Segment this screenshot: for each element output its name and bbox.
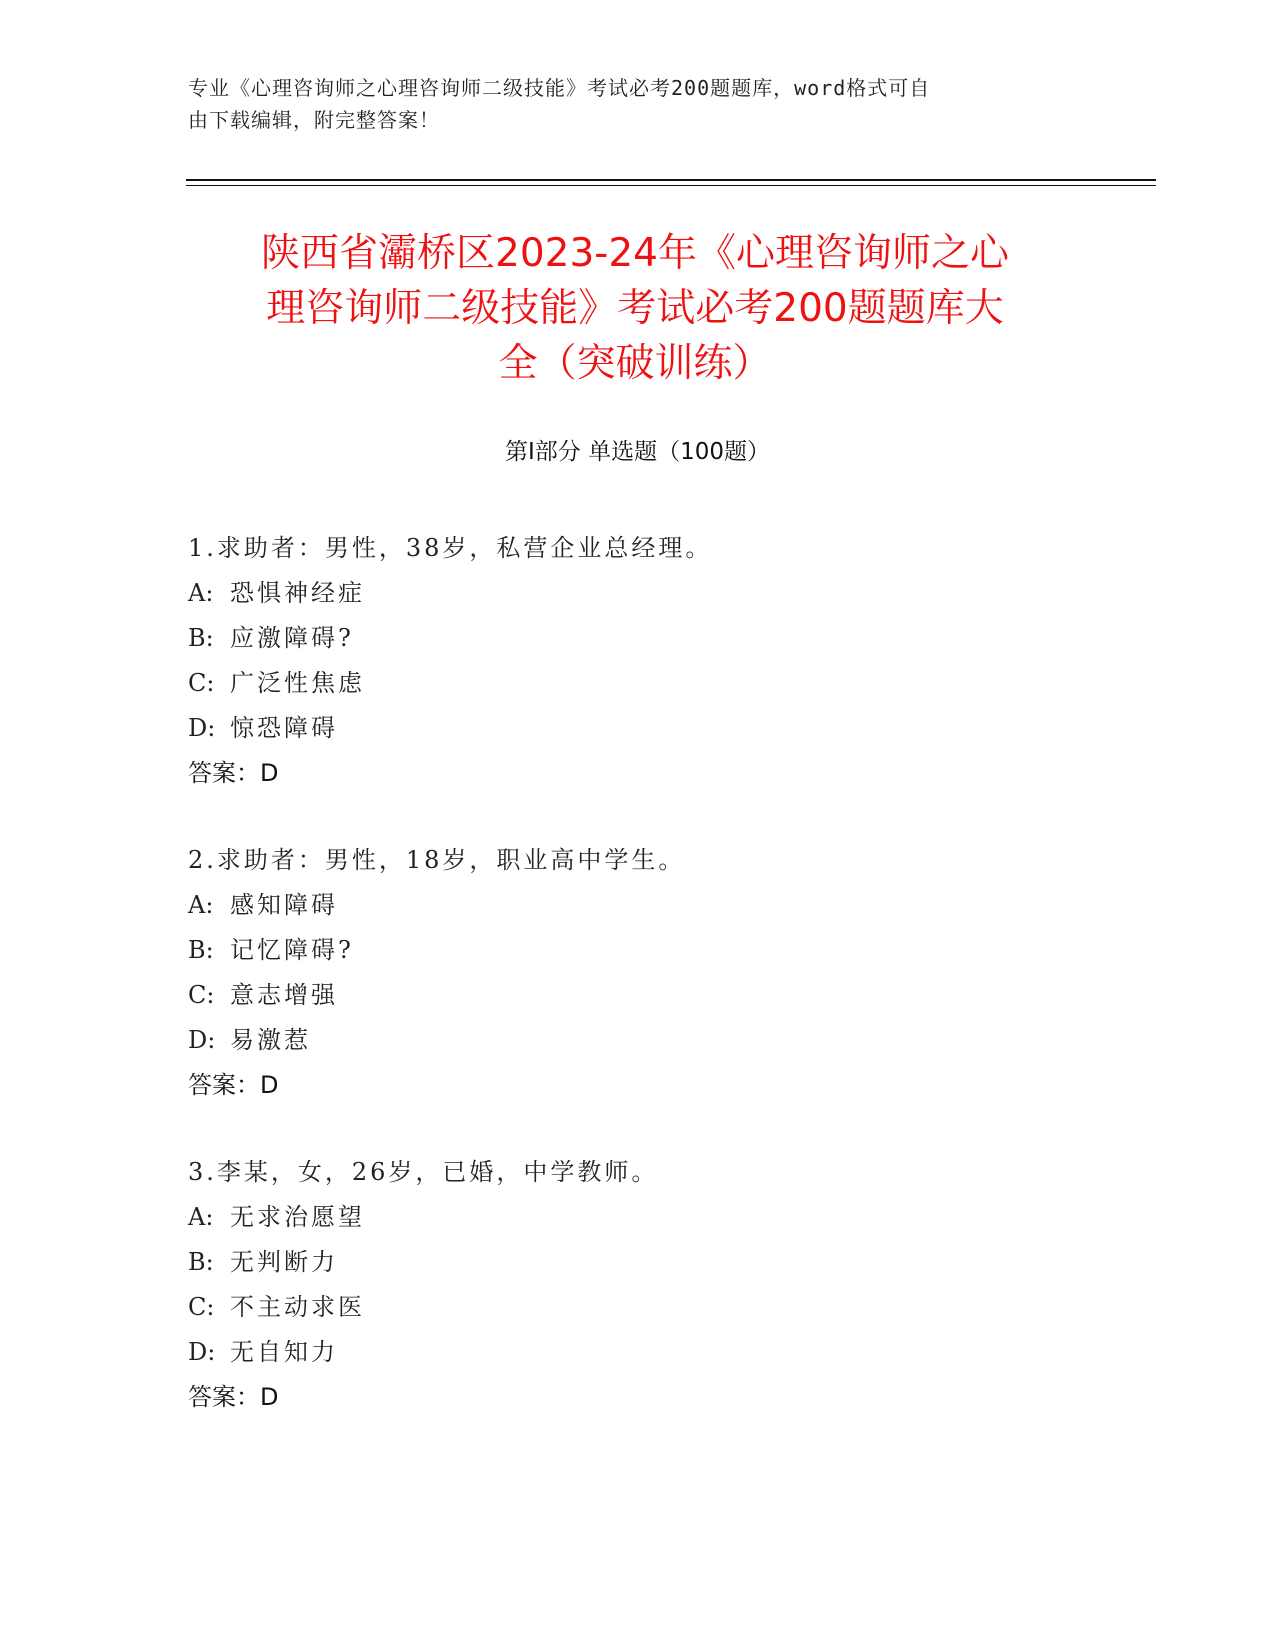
option-d xyxy=(188,1330,1088,1375)
header-note xyxy=(188,72,1088,136)
option-text: 记忆障碍? xyxy=(230,936,354,964)
question-item xyxy=(188,838,1088,1108)
answer-line: 答案：D xyxy=(188,1071,279,1099)
header-note-line: 专业《心理咨询师之心理咨询师二级技能》考试必考200题题库，word格式可自 xyxy=(188,76,931,100)
option-label: D: xyxy=(188,1026,216,1054)
title-line: 全（突破训练） xyxy=(498,341,772,386)
section-heading: 第Ⅰ部分 单选题（100题） xyxy=(505,439,770,465)
question-stem: 3.李某，女，26岁，已婚，中学教师。 xyxy=(188,1158,659,1186)
option-label: C: xyxy=(188,669,215,697)
title-line: 理咨询师二级技能》考试必考200题题库大 xyxy=(266,286,1004,331)
option-text: 意志增强 xyxy=(230,981,338,1009)
option-label: B: xyxy=(188,936,214,964)
option-label: A: xyxy=(188,579,214,607)
option-c xyxy=(188,973,1088,1018)
question-stem: 1.求助者：男性，38岁，私营企业总经理。 xyxy=(188,534,713,562)
option-label: C: xyxy=(188,981,215,1009)
option-text: 无求治愿望 xyxy=(230,1203,365,1231)
question-list xyxy=(188,526,1088,1462)
option-label: B: xyxy=(188,624,214,652)
option-label: A: xyxy=(188,1203,214,1231)
title-line: 陕西省灞桥区2023-24年《心理咨询师之心 xyxy=(261,231,1009,276)
option-text: 惊恐障碍 xyxy=(230,714,338,742)
option-text: 恐惧神经症 xyxy=(230,579,365,607)
option-text: 感知障碍 xyxy=(230,891,338,919)
option-label: A: xyxy=(188,891,214,919)
divider-thin xyxy=(186,185,1156,186)
option-text: 不主动求医 xyxy=(230,1293,365,1321)
option-d xyxy=(188,706,1088,751)
option-d xyxy=(188,1018,1088,1063)
option-c xyxy=(188,661,1088,706)
answer-line: 答案：D xyxy=(188,759,279,787)
option-c xyxy=(188,1285,1088,1330)
question-stem: 2.求助者：男性，18岁，职业高中学生。 xyxy=(188,846,686,874)
option-a xyxy=(188,1195,1088,1240)
option-label: D: xyxy=(188,714,216,742)
option-text: 无判断力 xyxy=(230,1248,338,1276)
option-text: 易激惹 xyxy=(230,1026,311,1054)
document-title xyxy=(140,226,1130,391)
question-item xyxy=(188,526,1088,796)
option-text: 应激障碍? xyxy=(230,624,354,652)
header-note-line: 由下载编辑，附完整答案！ xyxy=(188,108,440,132)
option-a xyxy=(188,571,1088,616)
option-a xyxy=(188,883,1088,928)
option-b xyxy=(188,1240,1088,1285)
option-b xyxy=(188,616,1088,661)
question-item xyxy=(188,1150,1088,1420)
option-label: B: xyxy=(188,1248,214,1276)
divider-thick xyxy=(186,179,1156,181)
option-b xyxy=(188,928,1088,973)
option-label: D: xyxy=(188,1338,216,1366)
option-label: C: xyxy=(188,1293,215,1321)
answer-line: 答案：D xyxy=(188,1383,279,1411)
option-text: 无自知力 xyxy=(230,1338,338,1366)
option-text: 广泛性焦虑 xyxy=(230,669,365,697)
